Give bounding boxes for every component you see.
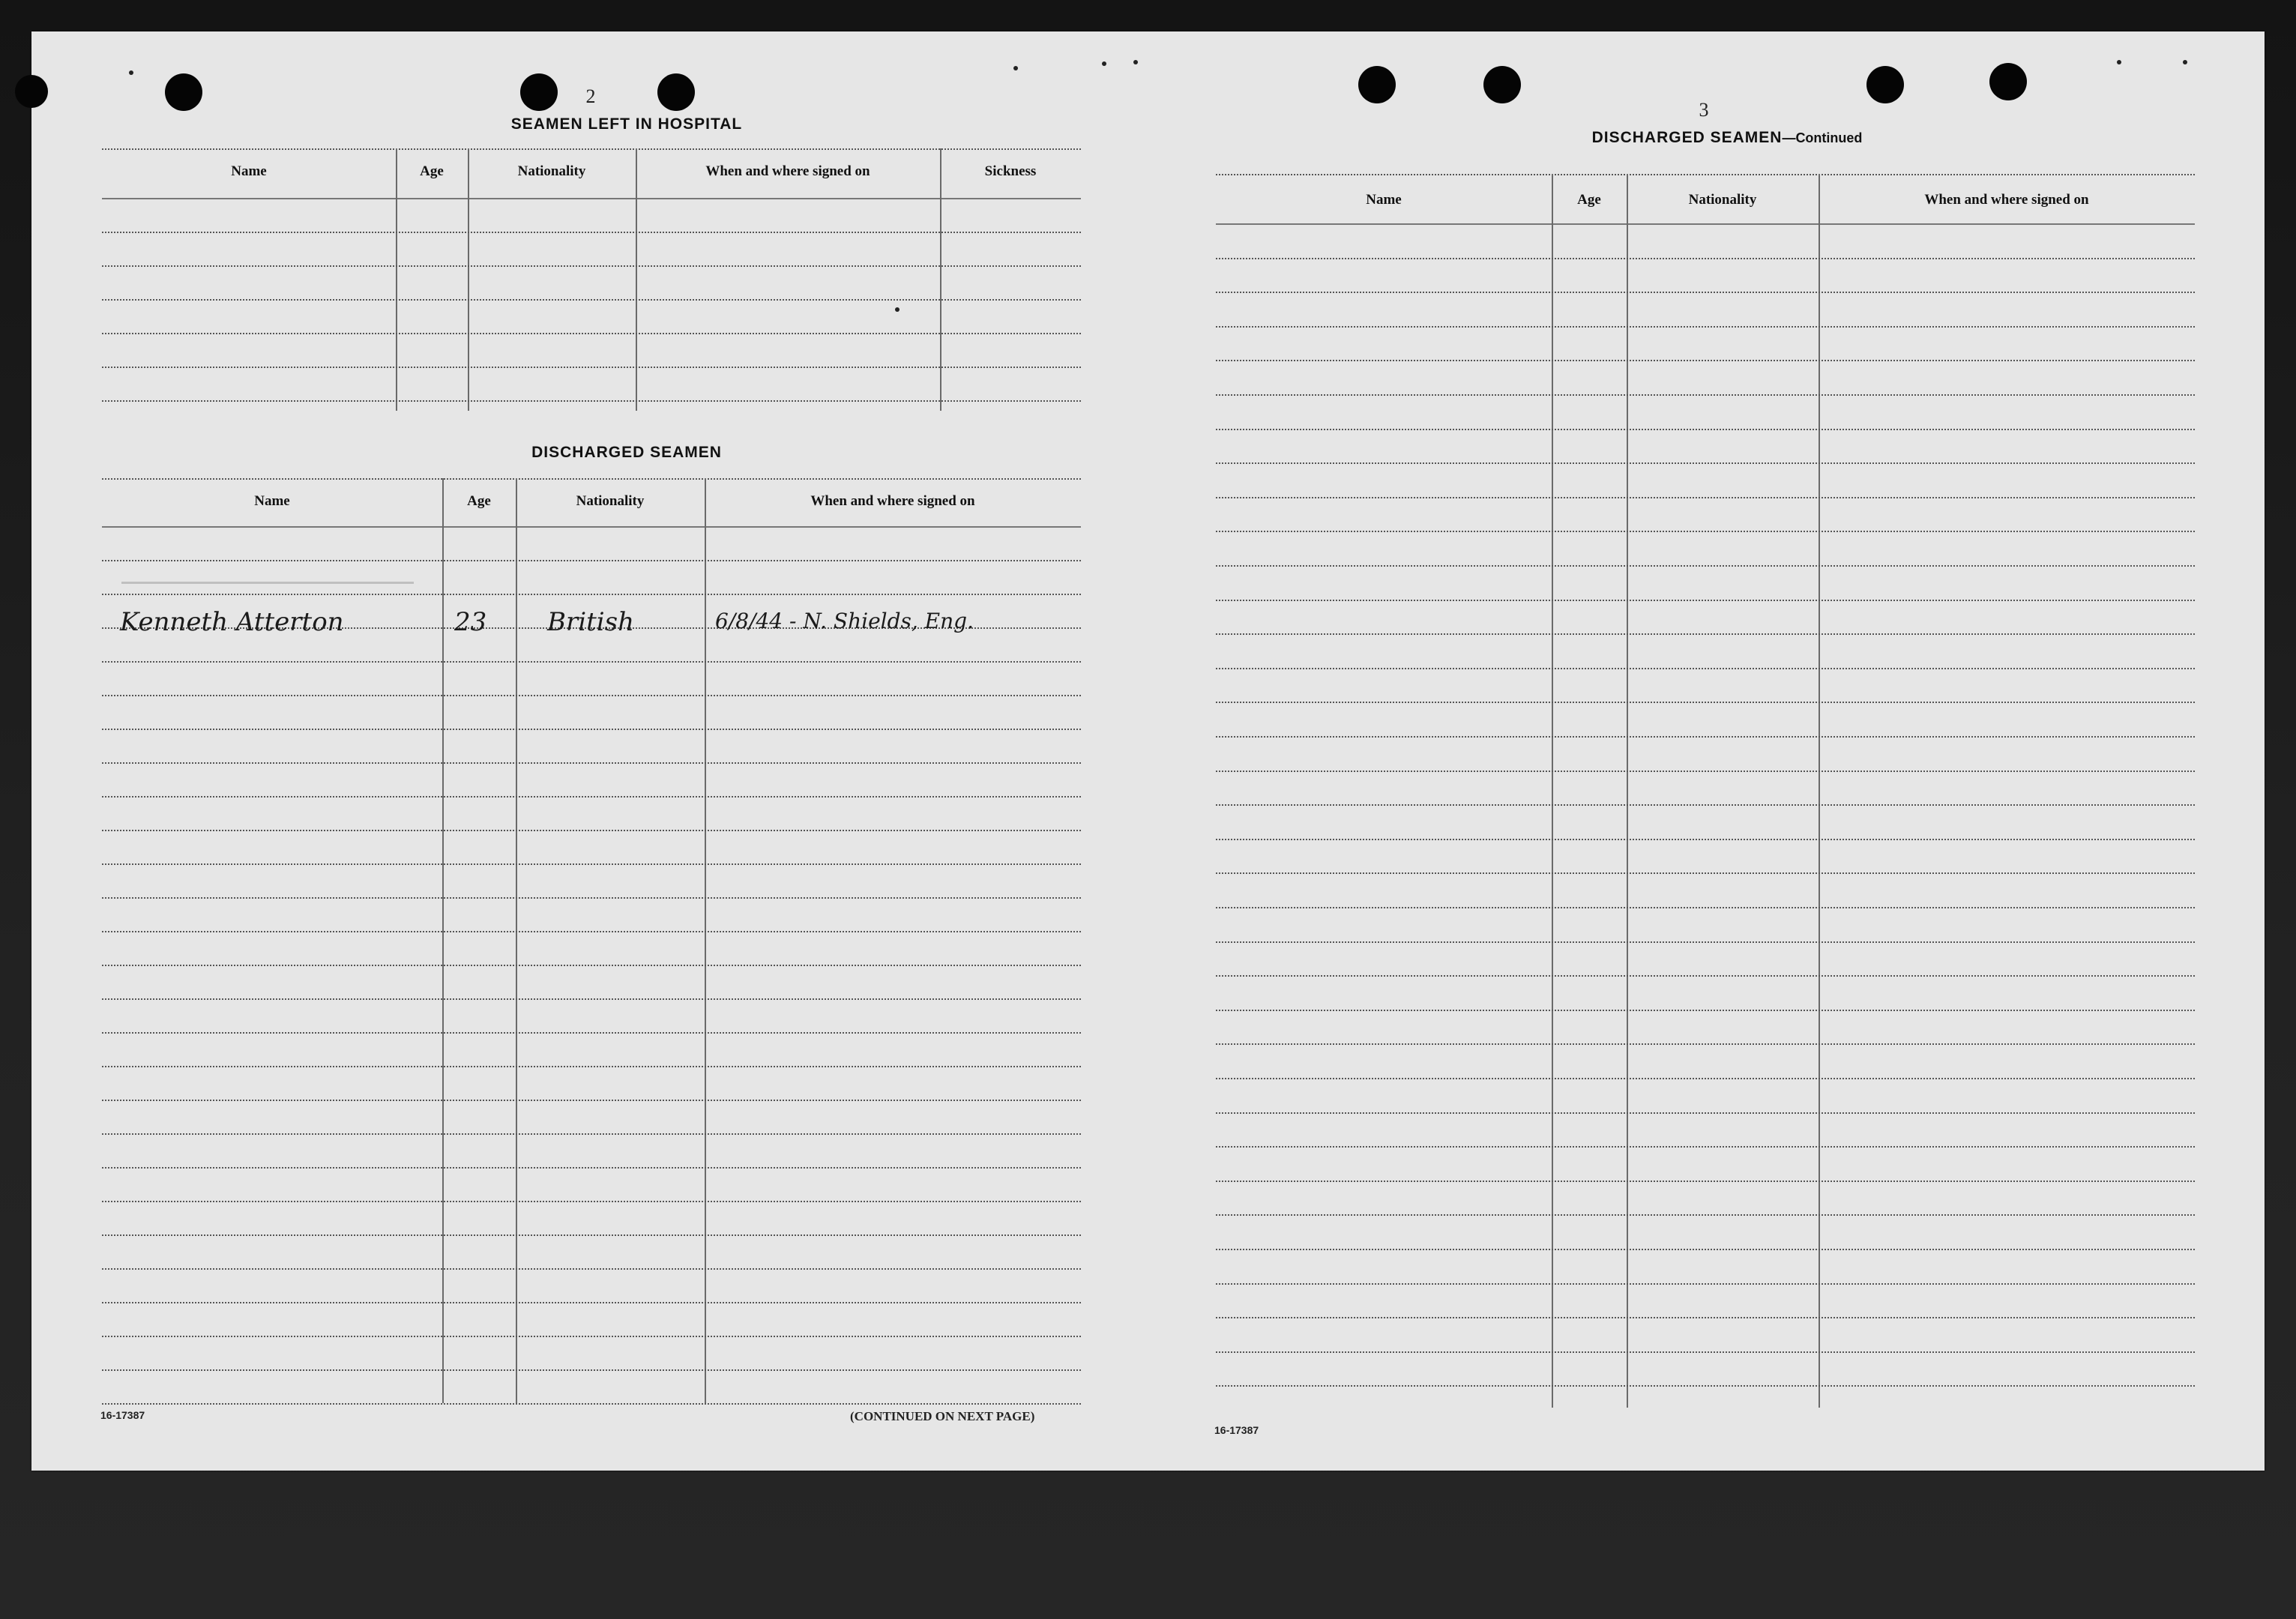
row-rule [102,1234,1081,1236]
speck [1102,61,1106,66]
row-rule [1216,1385,2195,1387]
column-header: When and where signed on [810,493,975,509]
row-rule [1216,633,2195,635]
column-header: Age [1577,192,1601,208]
column-divider [468,148,469,411]
row-rule [102,729,1081,730]
column-header: When and where signed on [1924,192,2089,208]
row-rule [1216,600,2195,601]
punch-hole-partial [15,75,48,108]
row-rule [1216,531,2195,532]
right-section-title-suffix: —Continued [1782,130,1863,145]
row-rule [1216,702,2195,703]
right-section-title [1240,129,2214,147]
row-rule [102,863,1081,865]
row-rule [1216,1214,2195,1216]
discharged-section-title: DISCHARGED SEAMEN [531,444,722,461]
row-rule [1216,1249,2195,1250]
row-rule [1216,326,2195,328]
row-rule [1216,497,2195,498]
row-rule [1216,1043,2195,1045]
document-sheet [31,31,2265,1471]
row-rule [1216,258,2195,259]
header-bottom-rule [102,526,1081,528]
row-rule [102,1403,1081,1405]
right-section-title-main: DISCHARGED SEAMEN [1591,129,1783,146]
punch-hole [657,73,695,111]
row-rule [1216,804,2195,806]
row-rule [102,400,1081,402]
speck [2117,60,2121,64]
table-top-rule [102,478,1081,480]
row-rule [102,830,1081,831]
punch-hole [1483,66,1521,103]
row-age: 23 [454,607,487,637]
row-rule [102,1268,1081,1270]
row-rule [1216,1181,2195,1182]
erased-entry-mark [121,582,414,584]
row-rule [1216,394,2195,396]
column-header: Nationality [576,493,645,509]
column-divider [940,148,941,411]
row-rule [1216,771,2195,772]
column-divider [396,148,397,411]
row-rule [102,762,1081,764]
row-rule [102,1066,1081,1067]
column-divider [1552,174,1553,1408]
row-rule [1216,975,2195,977]
row-rule [102,1100,1081,1101]
punch-hole [1358,66,1396,103]
table-top-rule [102,148,1081,150]
row-rule [102,1167,1081,1169]
column-header: Sickness [984,163,1037,179]
row-rule [1216,907,2195,908]
row-rule [1216,839,2195,840]
punch-hole [520,73,558,111]
row-rule [102,796,1081,798]
speck [1133,60,1138,64]
column-header: Age [467,493,491,509]
page-number-left: 2 [585,85,596,107]
row-rule [102,1302,1081,1303]
form-number-right: 16-17387 [1214,1424,1259,1436]
row-rule [102,897,1081,899]
column-divider [516,478,517,1403]
column-header: Name [254,493,290,509]
column-header: Name [1366,192,1402,208]
page-number-right: 3 [1699,99,1709,121]
row-rule [102,998,1081,1000]
continued-note: (CONTINUED ON NEXT PAGE) [850,1409,1035,1423]
form-number-left: 16-17387 [100,1409,145,1421]
row-rule [102,299,1081,301]
column-divider [1819,174,1820,1408]
header-bottom-rule [102,198,1081,199]
row-rule [102,1336,1081,1337]
punch-hole [1866,66,1904,103]
row-rule [102,232,1081,233]
column-divider [442,478,444,1403]
row-rule [1216,1010,2195,1011]
row-rule [102,594,1081,595]
row-rule [1216,668,2195,669]
row-rule [1216,1283,2195,1285]
row-rule [1216,736,2195,738]
row-rule [102,1032,1081,1034]
column-header: Nationality [517,163,586,179]
row-rule [102,1369,1081,1371]
speck [2183,60,2187,64]
row-rule [102,931,1081,932]
row-rule [1216,565,2195,567]
row-name: Kenneth Atterton [120,607,344,637]
row-rule [102,1133,1081,1135]
column-header: Name [231,163,267,179]
row-rule [102,560,1081,561]
row-rule [102,333,1081,334]
column-header: Age [420,163,444,179]
punch-hole [165,73,202,111]
row-rule [1216,360,2195,361]
row-rule [102,1201,1081,1202]
speck [1013,66,1018,70]
row-rule [102,661,1081,663]
row-rule [102,367,1081,368]
column-header: Nationality [1688,192,1757,208]
row-rule [102,695,1081,696]
row-signed-on: 6/8/44 - N. Shields, Eng. [715,609,974,633]
speck [895,307,900,312]
row-rule [1216,1146,2195,1148]
table-top-rule [1216,174,2195,175]
row-rule [1216,292,2195,293]
row-rule [1216,872,2195,874]
row-rule [1216,1351,2195,1353]
column-divider [705,478,706,1403]
row-rule [102,265,1081,267]
row-rule [1216,1317,2195,1318]
row-rule [1216,941,2195,943]
row-rule [1216,1112,2195,1114]
row-rule [1216,462,2195,464]
header-bottom-rule [1216,223,2195,225]
hospital-section-title: SEAMEN LEFT IN HOSPITAL [510,115,743,133]
row-rule [1216,1078,2195,1079]
column-header: When and where signed on [705,163,870,179]
column-divider [1627,174,1628,1408]
row-rule [102,965,1081,966]
column-divider [636,148,637,411]
row-nationality: British [547,607,634,637]
speck [129,70,133,75]
punch-hole [1989,63,2027,100]
row-rule [1216,429,2195,430]
